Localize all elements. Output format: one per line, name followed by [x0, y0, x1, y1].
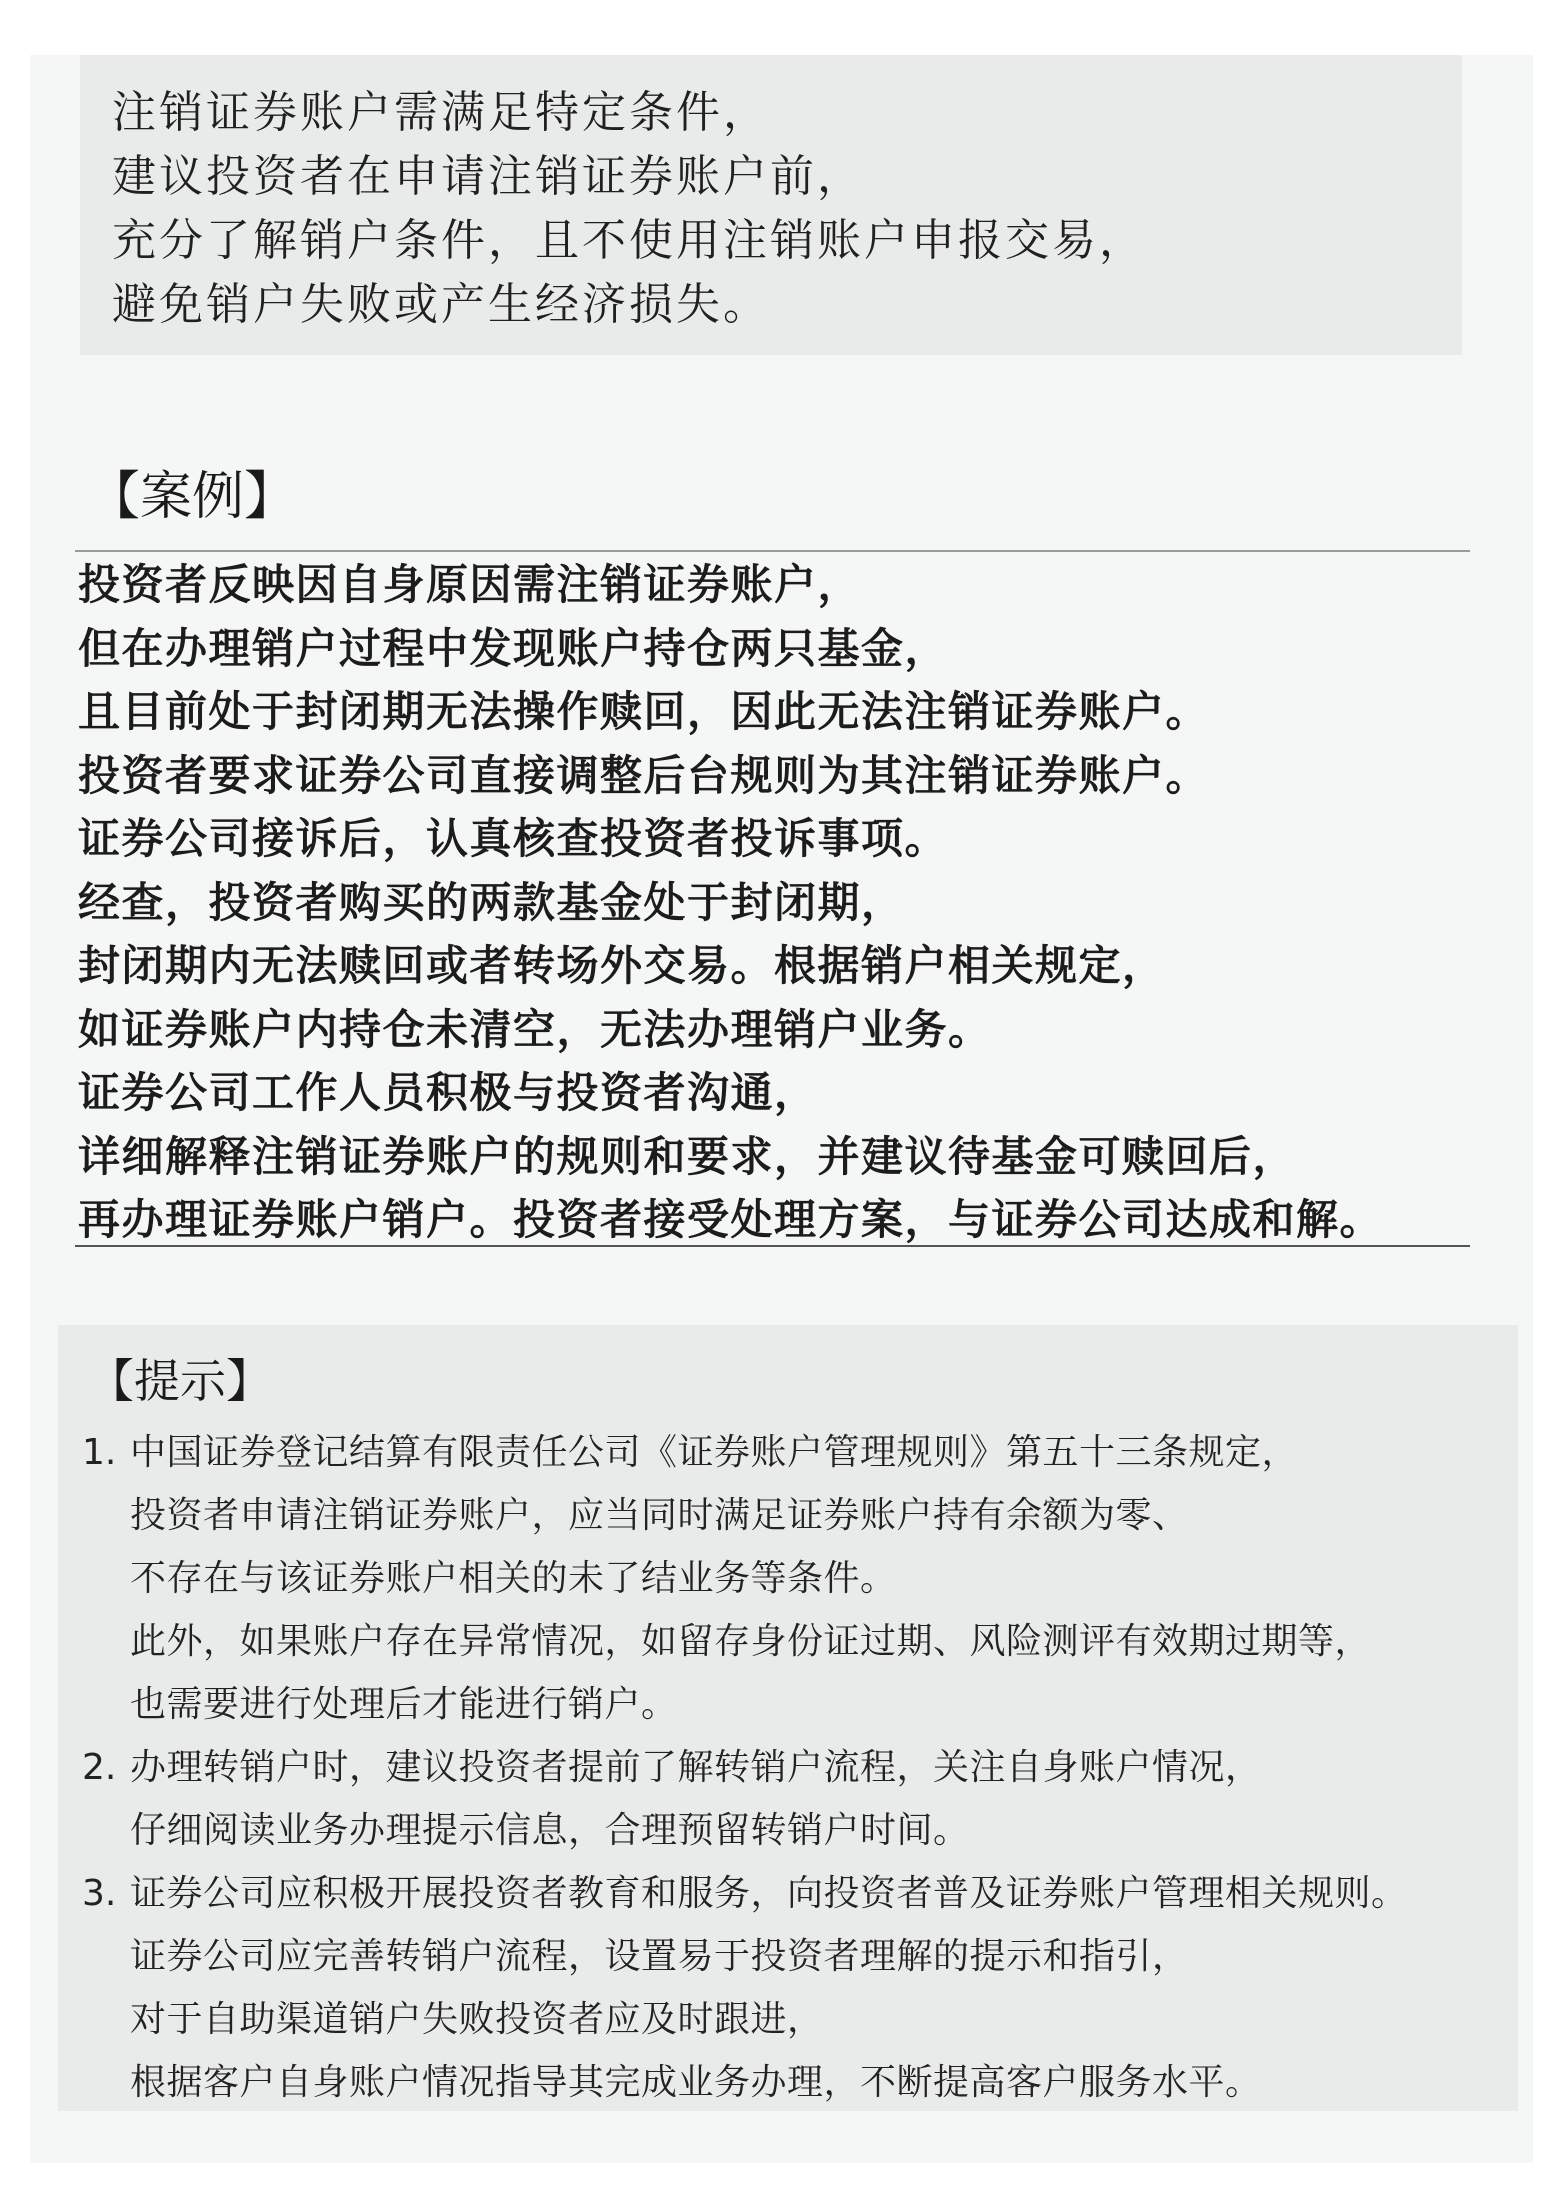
case-line: 经查，投资者购买的两款基金处于封闭期， — [78, 877, 905, 927]
case-line: 但在办理销户过程中发现账户持仓两只基金， — [78, 623, 949, 673]
case-line: 投资者要求证券公司直接调整后台规则为其注销证券账户。 — [78, 750, 1210, 800]
tip-line: 中国证券登记结算有限责任公司《证券账户管理规则》第五十三条规定， — [130, 1432, 1299, 1473]
case-line: 如证券账户内持仓未清空，无法办理销户业务。 — [78, 1004, 992, 1054]
tip-number: 2. — [82, 1747, 117, 1788]
case-line: 且目前处于封闭期无法操作赎回，因此无法注销证券账户。 — [78, 687, 1210, 736]
case-divider-bottom — [75, 1245, 1470, 1247]
tip-line: 根据客户自身账户情况指导其完成业务办理，不断提高客户服务水平。 — [130, 2062, 1262, 2103]
notice-line: 避免销户失败或产生经济损失。 — [112, 279, 770, 330]
case-line: 再办理证券账户销户。投资者接受处理方案，与证券公司达成和解。 — [78, 1195, 1384, 1244]
case-heading: 【案例】 — [88, 467, 297, 527]
case-line: 投资者反映因自身原因需注销证券账户， — [78, 560, 862, 609]
case-body — [78, 553, 1478, 1252]
tip-line: 仔细阅读业务办理提示信息，合理预留转销户时间。 — [130, 1810, 970, 1851]
notice-line: 注销证券账户需满足特定条件， — [112, 87, 770, 138]
tips-heading: 【提示】 — [88, 1354, 272, 1408]
tip-number: 3. — [82, 1873, 117, 1914]
tip-line: 投资者申请注销证券账户，应当同时满足证券账户持有余额为零、 — [130, 1495, 1189, 1536]
case-line: 详细解释注销证券账户的规则和要求，并建议待基金可赎回后， — [78, 1131, 1297, 1181]
case-line: 证券公司工作人员积极与投资者沟通， — [78, 1068, 818, 1117]
tip-item — [82, 1421, 1518, 1736]
case-line: 封闭期内无法赎回或者转场外交易。根据销户相关规定， — [78, 941, 1166, 990]
tip-line: 也需要进行处理后才能进行销户。 — [130, 1684, 678, 1725]
case-divider-top — [75, 550, 1470, 552]
tip-line: 对于自助渠道销户失败投资者应及时跟进， — [130, 1999, 824, 2040]
tip-line: 此外，如果账户存在异常情况，如留存身份证过期、风险测评有效期过期等， — [130, 1621, 1372, 1662]
tip-item — [82, 1736, 1518, 1862]
tip-number: 1. — [82, 1432, 117, 1473]
notice-line: 建议投资者在申请注销证券账户前， — [112, 151, 864, 202]
tip-line: 证券公司应积极开展投资者教育和服务，向投资者普及证券账户管理相关规则。 — [130, 1873, 1408, 1914]
tip-item — [82, 1862, 1518, 2114]
tip-line: 证券公司应完善转销户流程，设置易于投资者理解的提示和指引， — [130, 1936, 1189, 1977]
notice-box — [80, 55, 1462, 355]
case-line: 证券公司接诉后，认真核查投资者投诉事项。 — [78, 814, 949, 863]
tip-line: 办理转销户时，建议投资者提前了解转销户流程，关注自身账户情况， — [130, 1747, 1262, 1788]
notice-line: 充分了解销户条件，且不使用注销账户申报交易， — [112, 215, 1146, 266]
tips-box — [58, 1325, 1518, 2111]
tip-line: 不存在与该证券账户相关的未了结业务等条件。 — [130, 1558, 897, 1599]
tips-list — [82, 1421, 1518, 2114]
